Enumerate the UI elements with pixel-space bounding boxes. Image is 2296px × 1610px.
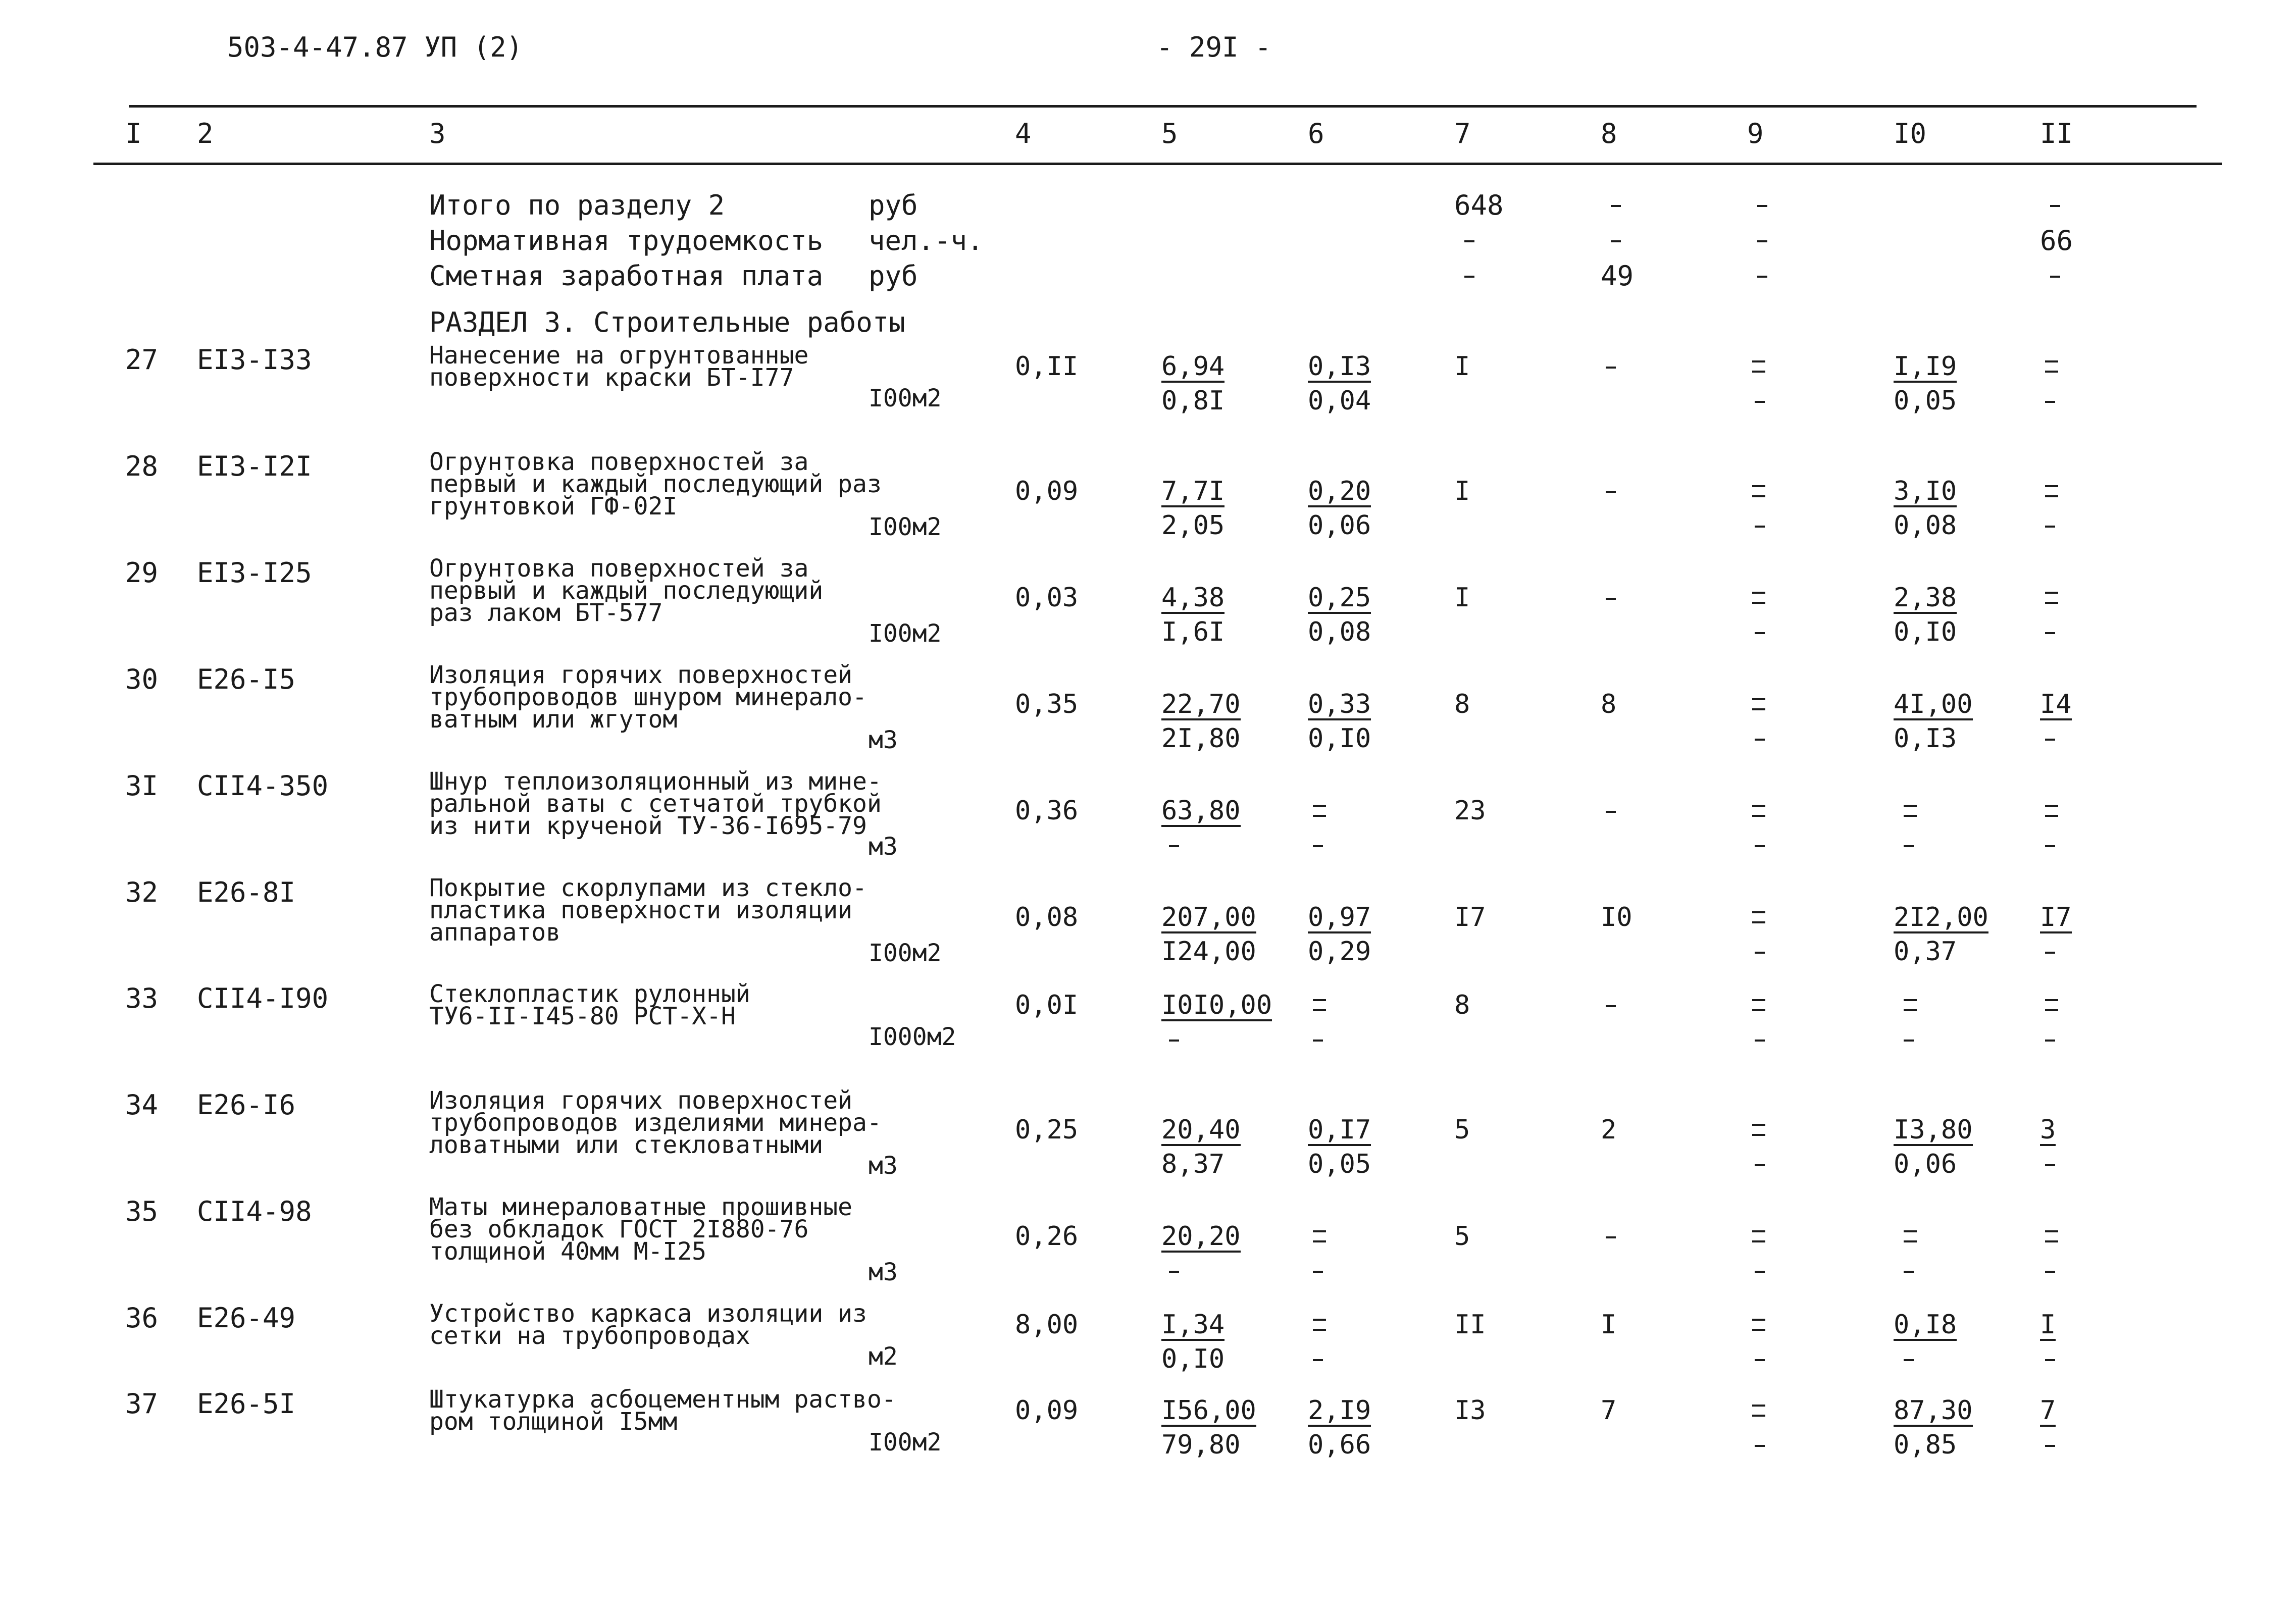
- dash-mark: [2045, 632, 2055, 634]
- machine-wage: 0,66: [1308, 1430, 1371, 1460]
- dash-mark: [1755, 1271, 1765, 1273]
- dash-mark: [1606, 367, 1616, 369]
- equals-mark: [1904, 1230, 1917, 1242]
- row-unit: I00м2: [869, 1428, 942, 1457]
- row-description-line: поверхности краски БТ-I77: [429, 363, 794, 392]
- dash-mark: [1755, 1359, 1765, 1361]
- labor-cost: 0,I8: [1894, 1310, 1957, 1340]
- equals-mark: [2045, 1230, 2058, 1242]
- row-unit: м3: [869, 1258, 898, 1286]
- row-unit: I00м2: [869, 939, 942, 967]
- row-unit: I000м2: [869, 1023, 956, 1051]
- dash-mark: [1755, 739, 1765, 741]
- total-cost: 8: [1454, 689, 1470, 719]
- dash-mark: [1755, 1445, 1765, 1447]
- row-description-line: ральной ваты с сетчатой трубкой: [429, 790, 882, 818]
- row-description-line: ром толщиной I5мм: [429, 1408, 678, 1436]
- row-unit: м3: [869, 726, 898, 754]
- column-header: 5: [1161, 118, 1178, 149]
- total-cost: 23: [1454, 796, 1486, 826]
- row-number: 27: [125, 344, 159, 376]
- row-quantity: 0,26: [1015, 1221, 1079, 1252]
- row-description-line: трубопроводов шнуром минерало-: [429, 683, 867, 711]
- equals-mark: [1313, 999, 1326, 1011]
- dash-mark: [1606, 1005, 1616, 1007]
- dash-mark: [1904, 1359, 1914, 1361]
- section-title: РАЗДЕЛ 3. Строительные работы: [429, 306, 905, 338]
- row-quantity: 0,03: [1015, 583, 1079, 613]
- machine-wage: 0,08: [1308, 617, 1371, 647]
- equals-mark: [1313, 1230, 1326, 1242]
- dash-mark: [1757, 276, 1767, 278]
- labor-cost: I,I9: [1894, 351, 1957, 382]
- dash-mark: [1904, 845, 1914, 847]
- unit-cost: 22,70: [1161, 689, 1241, 719]
- machine-wage: 0,29: [1308, 937, 1371, 967]
- dash-mark: [1755, 952, 1765, 954]
- unit-cost: I0I0,00: [1161, 990, 1272, 1020]
- row-code: E26-8I: [197, 876, 296, 908]
- row-number: 36: [125, 1302, 159, 1334]
- dash-mark: [2045, 1164, 2055, 1166]
- equals-mark: [2045, 999, 2058, 1011]
- machine-cost: 0,33: [1308, 689, 1371, 719]
- dash-mark: [1313, 1359, 1323, 1361]
- unit-wage: 79,80: [1161, 1430, 1241, 1460]
- row-code: E26-I5: [197, 663, 296, 695]
- total-machine: I: [1601, 1310, 1617, 1340]
- equals-mark: [2045, 592, 2058, 604]
- unit-wage: I24,00: [1161, 937, 1256, 967]
- row-number: 32: [125, 876, 159, 908]
- column-header: I: [125, 118, 142, 149]
- equals-mark: [1752, 1230, 1765, 1242]
- page-number: - 29I -: [1156, 31, 1271, 63]
- unit-cost: I56,00: [1161, 1395, 1256, 1426]
- row-description-line: Огрунтовка поверхностей за: [429, 448, 809, 476]
- dash-mark: [1755, 526, 1765, 528]
- unit-cost: 63,80: [1161, 796, 1241, 826]
- total-labor: 7: [2040, 1395, 2056, 1426]
- dash-mark: [2045, 845, 2055, 847]
- row-description-line: сетки на трубопроводах: [429, 1322, 750, 1350]
- labor-wage: 0,I3: [1894, 723, 1957, 754]
- machine-wage: 0,06: [1308, 510, 1371, 541]
- total-cost: I3: [1454, 1395, 1486, 1426]
- row-unit: I00м2: [869, 513, 942, 541]
- column-header: II: [2040, 118, 2073, 149]
- row-quantity: 0,36: [1015, 796, 1079, 826]
- row-number: 3I: [125, 770, 159, 802]
- unit-cost: 4,38: [1161, 583, 1225, 613]
- column-header: I0: [1894, 118, 1927, 149]
- labor-wage: 0,08: [1894, 510, 1957, 541]
- row-code: E26-I6: [197, 1089, 296, 1121]
- row-description-line: аппаратов: [429, 918, 561, 947]
- unit-cost: 7,7I: [1161, 476, 1225, 506]
- dash-mark: [1755, 632, 1765, 634]
- labor-wage: 0,37: [1894, 937, 1957, 967]
- dash-mark: [1606, 811, 1616, 813]
- machine-wage: 0,I0: [1308, 723, 1371, 754]
- row-description-line: пластика поверхности изоляции: [429, 896, 853, 924]
- labor-cost: 4I,00: [1894, 689, 1973, 719]
- column-header: 2: [197, 118, 214, 149]
- total-machine: 7: [1601, 1395, 1617, 1426]
- total-labor: 3: [2040, 1115, 2056, 1145]
- top-rule: [129, 105, 2197, 108]
- dash-mark: [1757, 240, 1767, 242]
- row-description-line: ловатными или стекловатными: [429, 1131, 824, 1159]
- row-code: E26-5I: [197, 1388, 296, 1420]
- total-labor: I: [2040, 1310, 2056, 1340]
- unit-cost: 6,94: [1161, 351, 1225, 382]
- row-number: 34: [125, 1089, 159, 1121]
- dash-mark: [2045, 1040, 2055, 1042]
- column-header: 3: [429, 118, 446, 149]
- row-quantity: 0,0I: [1015, 990, 1079, 1020]
- machine-cost: 2,I9: [1308, 1395, 1371, 1426]
- dash-mark: [1606, 598, 1616, 600]
- unit-cost: 20,20: [1161, 1221, 1241, 1252]
- row-quantity: 0,09: [1015, 1395, 1079, 1426]
- dash-mark: [1755, 845, 1765, 847]
- unit-cost: 207,00: [1161, 902, 1256, 932]
- equals-mark: [2045, 360, 2058, 373]
- total-cost: 5: [1454, 1115, 1470, 1145]
- row-description-line: без обкладок ГОСТ 2I880-76: [429, 1215, 809, 1243]
- dash-mark: [2050, 205, 2060, 207]
- equals-mark: [2045, 805, 2058, 817]
- row-description-line: Стеклопластик рулонный: [429, 980, 750, 1008]
- labor-wage: 0,06: [1894, 1149, 1957, 1179]
- row-description-line: Маты минераловатные прошивные: [429, 1193, 853, 1221]
- summary-value-c8: 49: [1601, 260, 1634, 292]
- row-description-line: Нанесение на огрунтованные: [429, 341, 809, 370]
- row-description-line: грунтовкой ГФ-02I: [429, 492, 678, 521]
- equals-mark: [1752, 1124, 1765, 1136]
- row-description-line: Шнур теплоизоляционный из мине-: [429, 767, 882, 796]
- unit-wage: 8,37: [1161, 1149, 1225, 1179]
- equals-mark: [1752, 360, 1765, 373]
- dash-mark: [1904, 1271, 1914, 1273]
- column-header: 9: [1747, 118, 1764, 149]
- dash-mark: [1313, 1271, 1323, 1273]
- labor-cost: 3,I0: [1894, 476, 1957, 506]
- dash-mark: [1755, 1040, 1765, 1042]
- dash-mark: [1611, 205, 1621, 207]
- equals-mark: [1752, 1319, 1765, 1331]
- column-header: 7: [1454, 118, 1471, 149]
- dash-mark: [1606, 1236, 1616, 1238]
- row-description-line: Штукатурка асбоцементным раство-: [429, 1385, 896, 1414]
- equals-mark: [1752, 1405, 1765, 1417]
- unit-wage: 0,8I: [1161, 386, 1225, 416]
- unit-wage: 2I,80: [1161, 723, 1241, 754]
- row-code: EI3-I25: [197, 557, 312, 589]
- total-cost: I: [1454, 351, 1470, 382]
- row-code: CII4-350: [197, 770, 329, 802]
- equals-mark: [1904, 999, 1917, 1011]
- row-description-line: толщиной 40мм М-I25: [429, 1237, 707, 1266]
- row-number: 33: [125, 982, 159, 1014]
- row-number: 35: [125, 1196, 159, 1227]
- dash-mark: [2045, 1445, 2055, 1447]
- dash-mark: [1313, 845, 1323, 847]
- summary-label: Итого по разделу 2: [429, 189, 725, 221]
- machine-cost: 0,I3: [1308, 351, 1371, 382]
- total-cost: I: [1454, 476, 1470, 506]
- total-cost: II: [1454, 1310, 1486, 1340]
- summary-unit: руб: [869, 189, 918, 221]
- row-unit: м2: [869, 1342, 898, 1371]
- row-number: 30: [125, 663, 159, 695]
- dash-mark: [1755, 1164, 1765, 1166]
- machine-cost: 0,20: [1308, 476, 1371, 506]
- labor-wage: 0,I0: [1894, 617, 1957, 647]
- dash-mark: [2045, 526, 2055, 528]
- unit-wage: I,6I: [1161, 617, 1225, 647]
- dash-mark: [1757, 205, 1767, 207]
- summary-unit: руб: [869, 260, 918, 292]
- row-code: EI3-I2I: [197, 450, 312, 482]
- dash-mark: [1313, 1040, 1323, 1042]
- equals-mark: [1313, 1319, 1326, 1331]
- row-description-line: первый и каждый последующий: [429, 577, 824, 605]
- total-labor: I7: [2040, 902, 2072, 932]
- row-unit: м3: [869, 833, 898, 861]
- dash-mark: [1464, 276, 1474, 278]
- row-quantity: 0,25: [1015, 1115, 1079, 1145]
- unit-cost: 20,40: [1161, 1115, 1241, 1145]
- header-rule: [93, 163, 2222, 165]
- labor-cost: 2,38: [1894, 583, 1957, 613]
- dash-mark: [1611, 240, 1621, 242]
- dash-mark: [1169, 845, 1179, 847]
- total-machine: 2: [1601, 1115, 1617, 1145]
- machine-cost: 0,97: [1308, 902, 1371, 932]
- row-code: CII4-98: [197, 1196, 312, 1227]
- row-quantity: 0,35: [1015, 689, 1079, 719]
- row-quantity: 8,00: [1015, 1310, 1079, 1340]
- dash-mark: [1606, 491, 1616, 493]
- column-header: 8: [1601, 118, 1617, 149]
- labor-wage: 0,85: [1894, 1430, 1957, 1460]
- machine-cost: 0,25: [1308, 583, 1371, 613]
- summary-unit: чел.-ч.: [869, 225, 984, 256]
- unit-wage: 2,05: [1161, 510, 1225, 541]
- row-code: CII4-I90: [197, 982, 329, 1014]
- row-number: 28: [125, 450, 159, 482]
- dash-mark: [1904, 1040, 1914, 1042]
- equals-mark: [1752, 911, 1765, 923]
- equals-mark: [1752, 698, 1765, 710]
- row-description-line: раз лаком БТ-577: [429, 599, 663, 627]
- row-description-line: из нити крученой ТУ-36-I695-79: [429, 812, 867, 840]
- total-cost: 8: [1454, 990, 1470, 1020]
- total-machine: I0: [1601, 902, 1632, 932]
- row-description-line: Изоляция горячих поверхностей: [429, 661, 853, 689]
- row-description-line: ТУ6-II-I45-80 РСТ-Х-Н: [429, 1002, 736, 1030]
- dash-mark: [2045, 401, 2055, 403]
- dash-mark: [1464, 240, 1474, 242]
- row-number: 37: [125, 1388, 159, 1420]
- dash-mark: [1169, 1271, 1179, 1273]
- machine-cost: 0,I7: [1308, 1115, 1371, 1145]
- equals-mark: [1752, 592, 1765, 604]
- row-quantity: 0,II: [1015, 351, 1079, 382]
- summary-value-c7: 648: [1454, 189, 1504, 221]
- labor-cost: 87,30: [1894, 1395, 1973, 1426]
- total-cost: 5: [1454, 1221, 1470, 1252]
- unit-cost: I,34: [1161, 1310, 1225, 1340]
- row-number: 29: [125, 557, 159, 589]
- row-code: EI3-I33: [197, 344, 312, 376]
- row-description-line: Устройство каркаса изоляции из: [429, 1300, 867, 1328]
- total-cost: I7: [1454, 902, 1486, 932]
- total-labor: I4: [2040, 689, 2072, 719]
- summary-label: Нормативная трудоемкость: [429, 225, 824, 256]
- machine-wage: 0,04: [1308, 386, 1371, 416]
- dash-mark: [2050, 276, 2060, 278]
- column-header: 6: [1308, 118, 1324, 149]
- dash-mark: [2045, 1271, 2055, 1273]
- equals-mark: [1752, 485, 1765, 497]
- dash-mark: [2045, 952, 2055, 954]
- summary-label: Сметная заработная плата: [429, 260, 824, 292]
- labor-cost: I3,80: [1894, 1115, 1973, 1145]
- row-quantity: 0,09: [1015, 476, 1079, 506]
- dash-mark: [1169, 1040, 1179, 1042]
- equals-mark: [1904, 805, 1917, 817]
- row-description-line: Огрунтовка поверхностей за: [429, 554, 809, 583]
- dash-mark: [2045, 739, 2055, 741]
- labor-cost: 2I2,00: [1894, 902, 1988, 932]
- equals-mark: [2045, 485, 2058, 497]
- dash-mark: [1755, 401, 1765, 403]
- total-machine: 8: [1601, 689, 1617, 719]
- row-description-line: трубопроводов изделиями минера-: [429, 1109, 882, 1137]
- machine-wage: 0,05: [1308, 1149, 1371, 1179]
- row-description-line: первый и каждый последующий раз: [429, 470, 882, 498]
- row-description-line: Покрытие скорлупами из стекло-: [429, 874, 867, 902]
- document-code: 503-4-47.87 УП (2): [227, 31, 523, 63]
- unit-wage: 0,I0: [1161, 1344, 1225, 1374]
- dash-mark: [2045, 1359, 2055, 1361]
- column-header: 4: [1015, 118, 1032, 149]
- row-code: E26-49: [197, 1302, 296, 1334]
- row-unit: м3: [869, 1152, 898, 1180]
- equals-mark: [1752, 805, 1765, 817]
- equals-mark: [1752, 999, 1765, 1011]
- row-quantity: 0,08: [1015, 902, 1079, 932]
- summary-value-c11: 66: [2040, 225, 2073, 256]
- labor-wage: 0,05: [1894, 386, 1957, 416]
- row-unit: I00м2: [869, 619, 942, 648]
- row-unit: I00м2: [869, 384, 942, 412]
- total-cost: I: [1454, 583, 1470, 613]
- row-description-line: Изоляция горячих поверхностей: [429, 1086, 853, 1115]
- equals-mark: [1313, 805, 1326, 817]
- row-description-line: ватным или жгутом: [429, 705, 678, 734]
